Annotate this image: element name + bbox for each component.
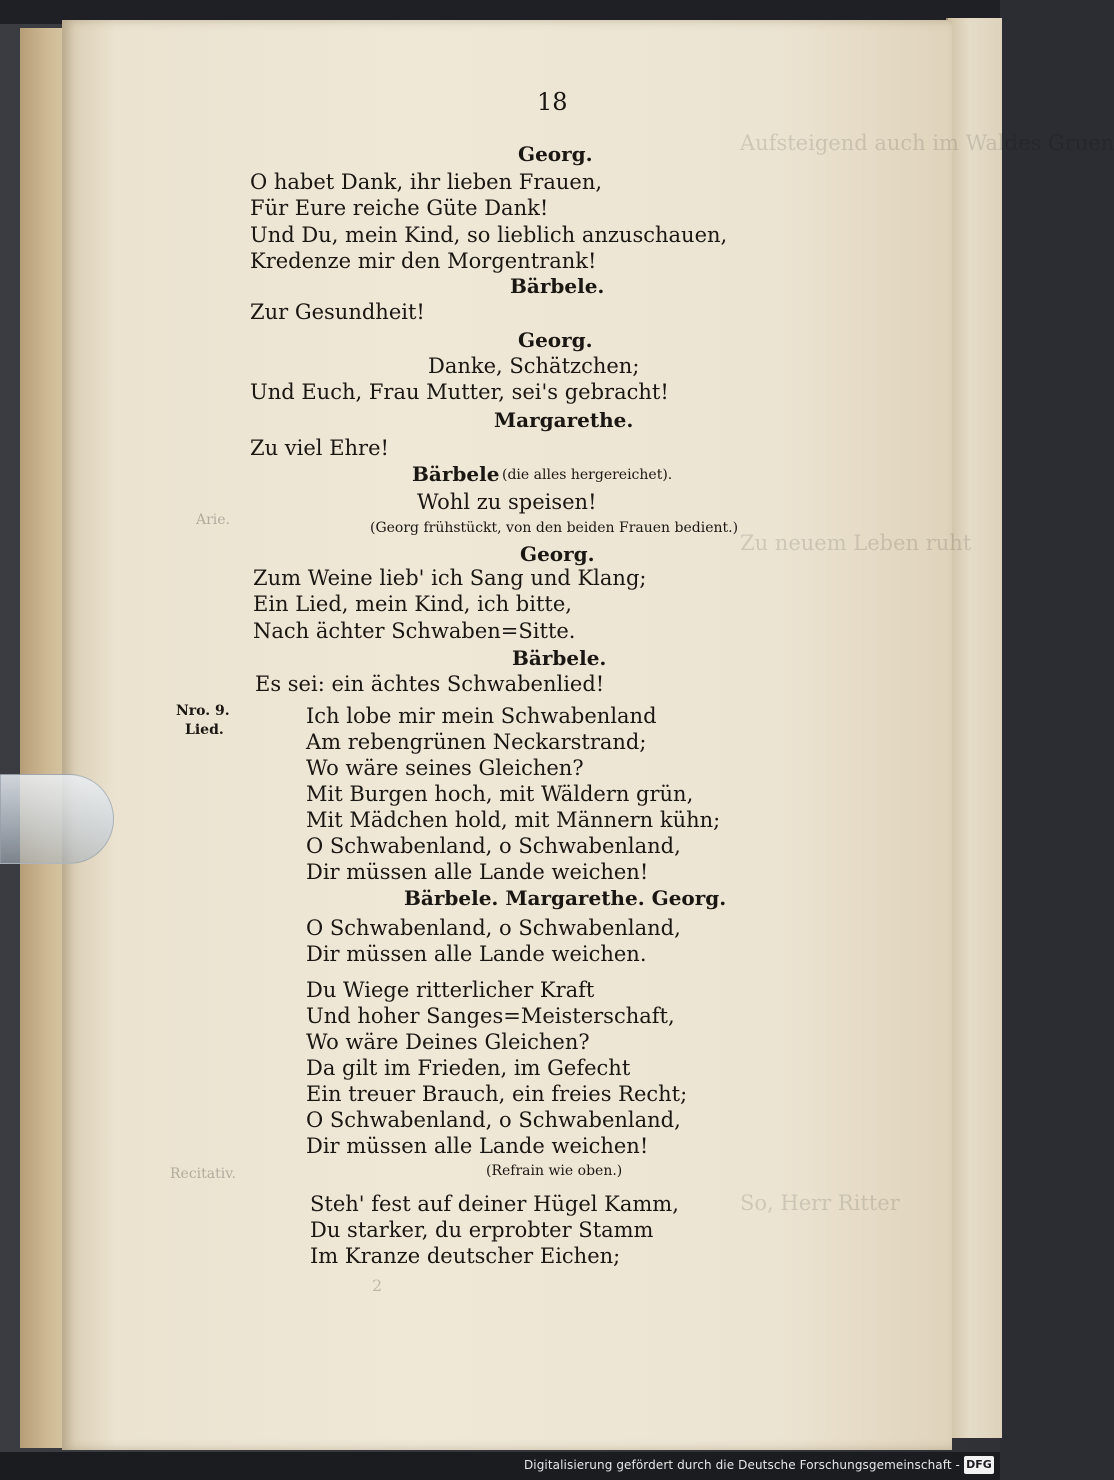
speaker-heading: Georg.	[518, 142, 593, 166]
text-line: Nach ächter Schwaben=Sitte.	[253, 619, 576, 643]
book-edge-right	[946, 18, 1002, 1438]
page-number: 18	[537, 88, 568, 116]
speaker-heading: Georg.	[520, 542, 595, 566]
text-line: Zum Weine lieb' ich Sang und Klang;	[253, 566, 647, 590]
text-line: Für Eure reiche Güte Dank!	[250, 196, 549, 220]
verse-line: Wo wäre Deines Gleichen?	[306, 1030, 590, 1054]
verse-line: Mit Mädchen hold, mit Männern kühn;	[306, 808, 721, 832]
bleed-through-text: So, Herr Ritter	[740, 1191, 900, 1215]
verse-line: O Schwabenland, o Schwabenland,	[306, 916, 681, 940]
verse-line: O Schwabenland, o Schwabenland,	[306, 1108, 681, 1132]
text-line: Ein Lied, mein Kind, ich bitte,	[253, 592, 572, 616]
verse-line: Da gilt im Frieden, im Gefecht	[306, 1056, 631, 1080]
verse-line: Du starker, du erprobter Stamm	[310, 1218, 654, 1242]
verse-line: Dir müssen alle Lande weichen!	[306, 860, 649, 884]
text-line: O habet Dank, ihr lieben Frauen,	[250, 170, 603, 194]
text-line: Kredenze mir den Morgentrank!	[250, 249, 597, 273]
text-line: Zu viel Ehre!	[250, 436, 389, 460]
text-line: Zur Gesundheit!	[250, 300, 425, 324]
verse-line: Und hoher Sanges=Meisterschaft,	[306, 1004, 675, 1028]
speaker-heading: Bärbele	[412, 462, 500, 486]
verse-line: Dir müssen alle Lande weichen!	[306, 1134, 649, 1158]
page-clip	[0, 774, 114, 864]
verse-line: Steh' fest auf deiner Hügel Kamm,	[310, 1192, 679, 1216]
stage-direction: (Georg frühstückt, von den beiden Frauen bedient.)	[370, 520, 739, 536]
footer-bar	[0, 1452, 1000, 1480]
text-line: Und Euch, Frau Mutter, sei's gebracht!	[250, 380, 669, 404]
bleed-through-margin: Arie.	[196, 512, 231, 528]
speaker-heading: Georg.	[518, 328, 593, 352]
bleed-through-text: Aufsteigend auch im Waldes Gruen	[740, 131, 1114, 155]
dfg-logo: DFG	[964, 1456, 994, 1474]
chorus-speakers: Bärbele. Margarethe. Georg.	[404, 886, 727, 910]
footer-credit: Digitalisierung gefördert durch die Deutsche Forschungsgemeinschaft -	[523, 1458, 960, 1472]
stage-direction: (Refrain wie oben.)	[486, 1163, 623, 1179]
song-type-label: Lied.	[185, 722, 224, 738]
verse-line: Mit Burgen hoch, mit Wäldern grün,	[306, 782, 694, 806]
song-number-label: Nro. 9.	[176, 703, 230, 719]
speaker-heading: Bärbele.	[510, 274, 605, 298]
verse-line: O Schwabenland, o Schwabenland,	[306, 834, 681, 858]
verse-line: Im Kranze deutscher Eichen;	[310, 1244, 621, 1268]
text-line: Danke, Schätzchen;	[428, 354, 640, 378]
speaker-heading: Bärbele.	[512, 646, 607, 670]
text-line: Es sei: ein ächtes Schwabenlied!	[255, 672, 605, 696]
text-line: Und Du, mein Kind, so lieblich anzuschauen,	[250, 223, 728, 247]
verse-line: Wo wäre seines Gleichen?	[306, 756, 584, 780]
verse-line: Ich lobe mir mein Schwabenland	[306, 704, 657, 728]
speaker-heading: Margarethe.	[494, 408, 634, 432]
bleed-through-number: 2	[372, 1276, 383, 1295]
verse-line: Dir müssen alle Lande weichen.	[306, 942, 647, 966]
verse-line: Am rebengrünen Neckarstrand;	[306, 730, 647, 754]
bleed-through-text: Zu neuem Leben ruht	[740, 531, 972, 555]
bleed-through-margin: Recitativ.	[170, 1166, 236, 1182]
text-line: Wohl zu speisen!	[417, 490, 597, 514]
stage-direction: (die alles hergereichet).	[502, 467, 673, 483]
verse-line: Du Wiege ritterlicher Kraft	[306, 978, 595, 1002]
verse-line: Ein treuer Brauch, ein freies Recht;	[306, 1082, 688, 1106]
